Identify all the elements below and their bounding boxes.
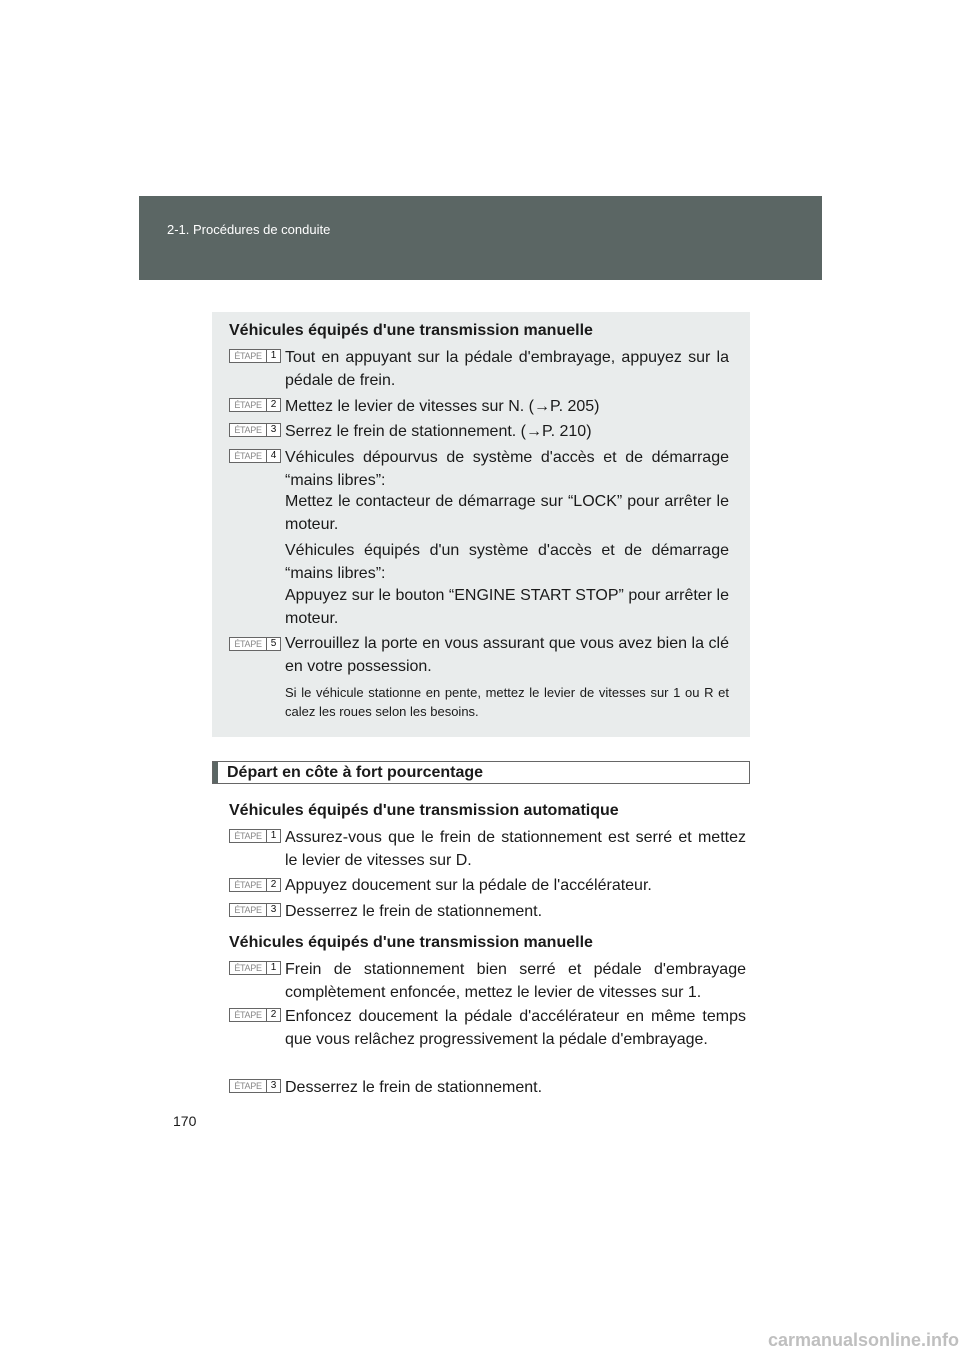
manual-hill-title: Véhicules équipés d'une transmission manuelle bbox=[229, 934, 593, 951]
step-badge: ÉTAPE 2 bbox=[229, 878, 281, 892]
step-text: Véhicules dépourvus de système d'accès et de démarrage “mains libres”: bbox=[285, 449, 729, 489]
section-bar bbox=[213, 762, 218, 783]
step-badge: ÉTAPE 3 bbox=[229, 423, 281, 437]
step-text: Appuyez doucement sur la pédale de l'accélérateur. bbox=[285, 877, 652, 894]
section-title: Départ en côte à fort pourcentage bbox=[227, 764, 484, 781]
step-text: Serrez le frein de stationnement. (→P. 210) bbox=[285, 423, 592, 440]
step-badge: ÉTAPE 1 bbox=[229, 829, 281, 843]
section-heading bbox=[212, 761, 750, 784]
step-text: Frein de stationnement bien serré et pédale d'embrayage complètement enfoncée, mettez le levier de vitesses sur 1. bbox=[285, 961, 746, 1001]
step-text: Verrouillez la porte en vous assurant que vous avez bien la clé en votre possession. bbox=[285, 635, 729, 675]
step-text: Assurez-vous que le frein de stationnement est serré et mettez le levier de vitesses sur D. bbox=[285, 829, 746, 869]
breadcrumb: 2-1. Procédures de conduite bbox=[167, 222, 331, 237]
step-badge: ÉTAPE 3 bbox=[229, 1079, 281, 1093]
step-text: Tout en appuyant sur la pédale d'embrayage, appuyez sur la pédale de frein. bbox=[285, 349, 729, 389]
automatic-title: Véhicules équipés d'une transmission automatique bbox=[229, 802, 619, 819]
step-text: Desserrez le frein de stationnement. bbox=[285, 903, 543, 920]
page-number: 170 bbox=[173, 1113, 197, 1129]
step-badge: ÉTAPE 1 bbox=[229, 961, 281, 975]
step-text: Enfoncez doucement la pédale d'accélérateur en même temps que vous relâchez progressivement la pédale d'embrayage. bbox=[285, 1008, 746, 1048]
manual-stop-title: Véhicules équipés d'une transmission manuelle bbox=[229, 322, 593, 339]
step-text: Véhicules équipés d'un système d'accès et de démarrage “mains libres”: bbox=[285, 542, 729, 582]
step-badge: ÉTAPE 5 bbox=[229, 637, 281, 651]
step-text: Mettez le levier de vitesses sur N. (→P. 205) bbox=[285, 398, 600, 415]
step-badge: ÉTAPE 3 bbox=[229, 903, 281, 917]
step-text: Mettez le contacteur de démarrage sur “LOCK” pour arrêter le moteur. bbox=[285, 493, 729, 533]
step-badge: ÉTAPE 2 bbox=[229, 398, 281, 412]
step-badge: ÉTAPE 1 bbox=[229, 349, 281, 363]
step-text: Appuyez sur le bouton “ENGINE START STOP” pour arrêter le moteur. bbox=[285, 587, 729, 627]
step-badge: ÉTAPE 2 bbox=[229, 1008, 281, 1022]
parking-note: Si le véhicule stationne en pente, mettez le levier de vitesses sur 1 ou R et calez les roues selon les besoins. bbox=[285, 685, 729, 719]
watermark: carmanualsonline.info bbox=[768, 1330, 960, 1350]
chapter-header bbox=[139, 196, 822, 280]
step-text: Desserrez le frein de stationnement. bbox=[285, 1079, 543, 1096]
step-badge: ÉTAPE 4 bbox=[229, 449, 281, 463]
